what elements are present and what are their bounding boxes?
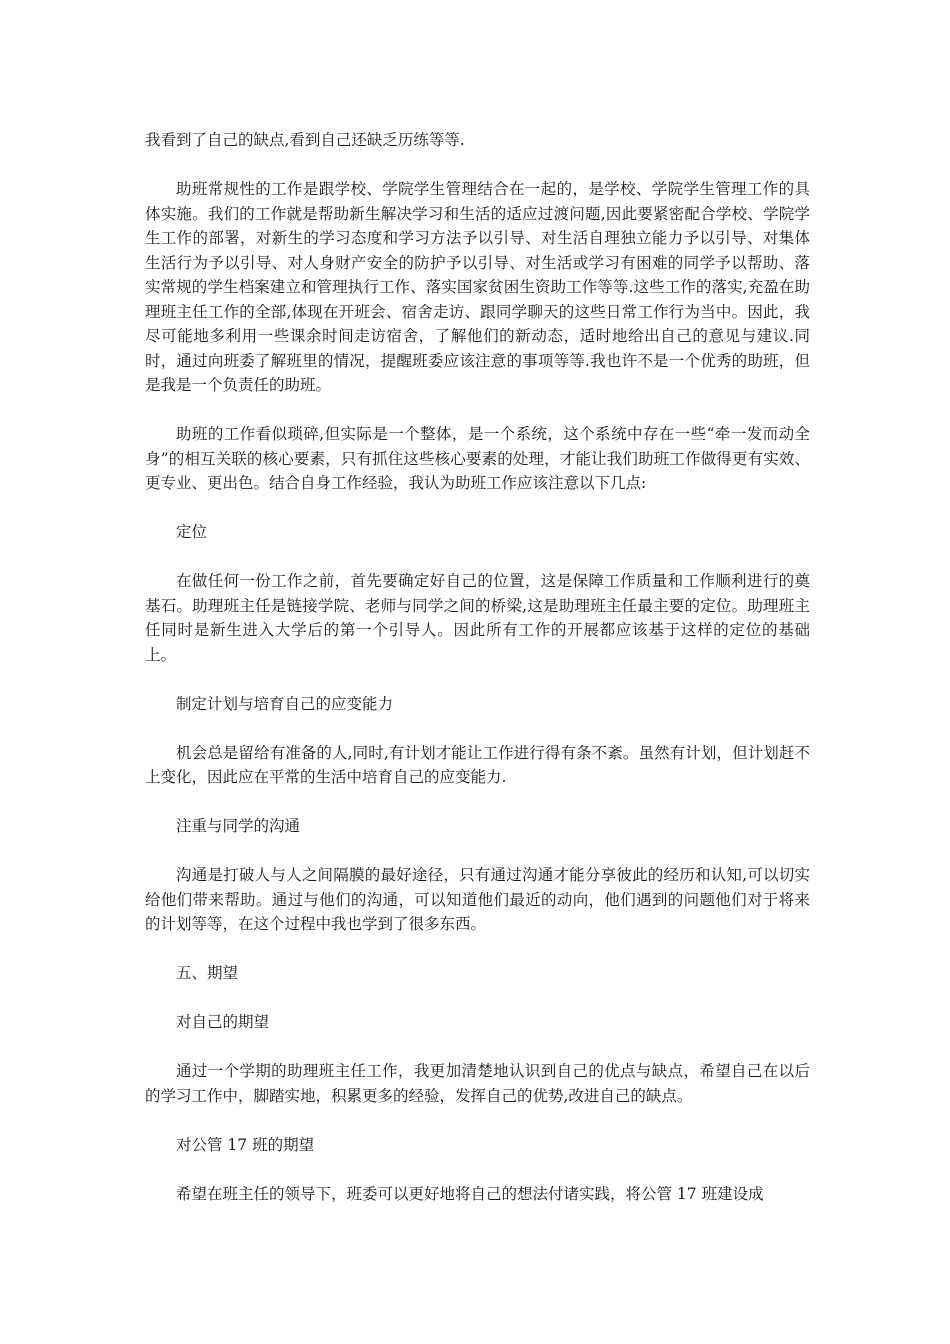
document-body [145,128,810,1231]
paragraph-class-expectation: 希望在班主任的领导下，班委可以更好地将自己的想法付诸实践，将公管 17 班建设成 [176,1184,764,1203]
paragraph-intro: 我看到了自己的缺点,看到自己还缺乏历练等等. [145,131,465,149]
heading-positioning: 定位 [176,523,208,541]
heading-self-expectation: 对自己的期望 [176,1013,270,1031]
paragraph-routine-work: 助班常规性的工作是跟学校、学院学生管理结合在一起的，是学校、学院学生管理工作的具体实施。我们的工作就是帮助新生解决学习和生活的适应过渡问题,因此要紧密配合学校、学院学生工作的部署，对新生的学习态度和学习方法予以引导、对生活自理独立能力予以引导、对集体生活行为予以引导、对人身财产安全的防护予以引导、对生活或学习有困难的同学予以帮助、落实常规的学生档案建立和管理执行工作、落实国家贫困生资助工作等等.这些工作的落实,充盈在助理班主任工作的全部,体现在开班会、宿舍走访、跟同学聊天的这些日常工作行为当中。因此，我尽可能地多利用一些课余时间走访宿舍，了解他们的新动态，适时地给出自己的意见与建议.同时，通过向班委了解班里的情况，提醒班委应该注意的事项等等.我也许不是一个优秀的助班，但是我是一个负责任的助班。 [145,180,810,394]
paragraph-communication: 沟通是打破人与人之间隔膜的最好途径，只有通过沟通才能分享彼此的经历和认知,可以切实给他们带来帮助。通过与他们的沟通，可以知道他们最近的动向，他们遇到的问题他们对于将来的计划等等，在这个过程中我也学到了很多东西。 [145,866,810,933]
paragraph-system: 助班的工作看似琐碎,但实际是一个整体，是一个系统，这个系统中存在一些“牵一发而动全身”的相互关联的核心要素，只有抓住这些核心要素的处理，才能让我们助班工作做得更有实效、更专业、更出色。结合自身工作经验，我认为助班工作应该注意以下几点: [145,425,810,492]
paragraph-self-expectation: 通过一个学期的助理班主任工作，我更加清楚地认识到自己的优点与缺点，希望自己在以后的学习工作中，脚踏实地，积累更多的经验，发挥自己的优势,改进自己的缺点。 [145,1062,810,1105]
heading-communication: 注重与同学的沟通 [176,817,301,835]
heading-expectations: 五、期望 [176,964,239,982]
paragraph-planning: 机会总是留给有准备的人,同时,有计划才能让工作进行得有条不紊。虽然有计划，但计划赶不上变化，因此应在平常的生活中培育自己的应变能力. [145,743,810,786]
paragraph-positioning: 在做任何一份工作之前，首先要确定好自己的位置，这是保障工作质量和工作顺利进行的奠基石。助理班主任是链接学院、老师与同学之间的桥梁,这是助理班主任最主要的定位。助理班主任同时是新生进入大学后的第一个引导人。因此所有工作的开展都应该基于这样的定位的基础上。 [145,572,810,664]
heading-planning: 制定计划与培育自己的应变能力 [176,694,394,713]
heading-class-expectation: 对公管 17 班的期望 [176,1135,315,1154]
